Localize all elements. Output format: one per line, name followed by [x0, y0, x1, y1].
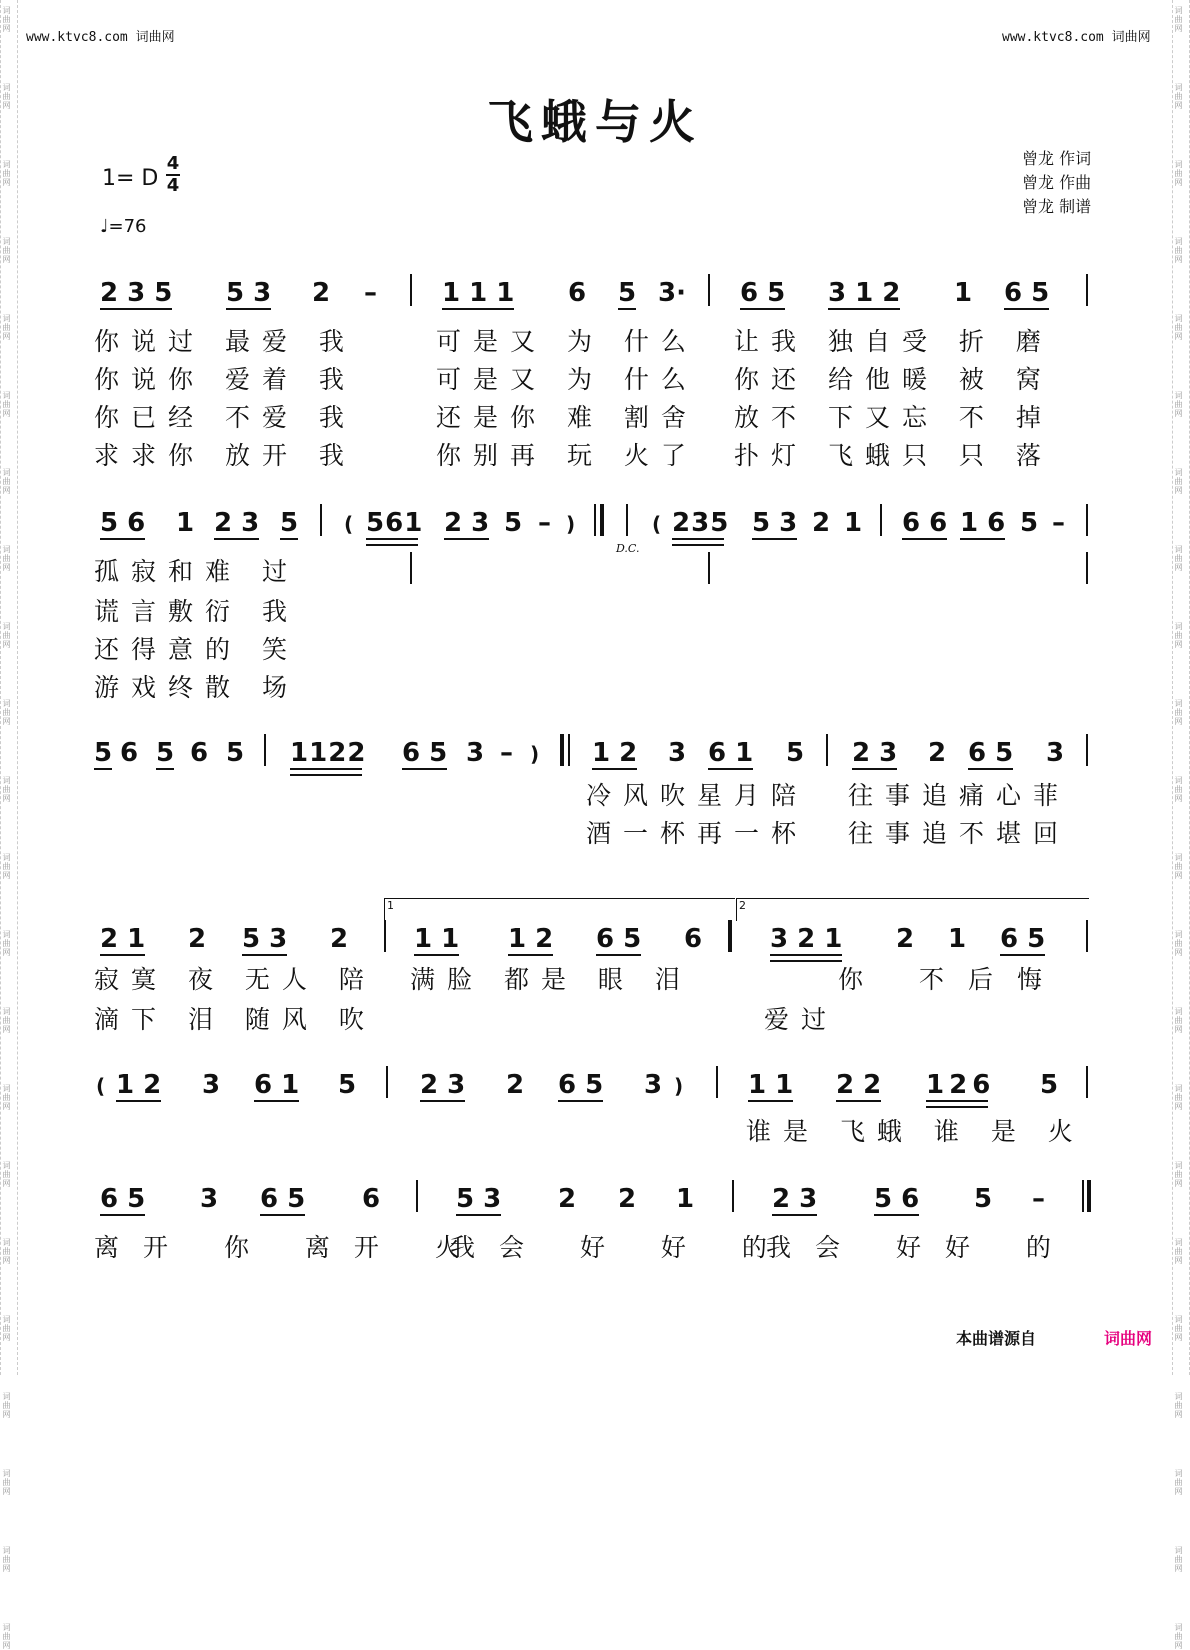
- watermark-text: 词曲网: [2, 930, 11, 957]
- watermark-text: 词曲网: [2, 1007, 11, 1034]
- final-barline-thin: [1082, 1180, 1084, 1212]
- note-group: 1 1 2 2: [290, 738, 362, 768]
- note: 6: [120, 738, 139, 768]
- watermark-text: 词曲网: [2, 314, 11, 341]
- note-group: 5 3: [456, 1184, 502, 1214]
- note: 2: [312, 278, 331, 308]
- note: 2: [618, 1184, 637, 1214]
- lyrics-row-3-verse-2: [0, 814, 1190, 846]
- note-group: 5 3: [242, 924, 288, 954]
- note: 2: [506, 1070, 525, 1100]
- watermark-text: 词曲网: [1174, 1238, 1183, 1265]
- lyrics-row-4: [0, 960, 1190, 992]
- lyrics-row-5: [0, 1112, 1190, 1144]
- lyrics-row-4-verse-2: [0, 1000, 1190, 1032]
- note-group: 5 6 1: [366, 508, 419, 538]
- note: 5: [974, 1184, 993, 1214]
- watermark-text: 词曲网: [1174, 1084, 1183, 1111]
- note-group: 6 5: [260, 1184, 306, 1214]
- barline: [320, 504, 322, 536]
- repeat-end-thick: [728, 920, 732, 952]
- barline: [880, 504, 882, 536]
- note: 2: [896, 924, 915, 954]
- barline: [1086, 734, 1088, 766]
- first-ending-bracket: 1: [384, 898, 735, 921]
- note: 3: [202, 1070, 221, 1100]
- time-signature: 4 4: [166, 153, 180, 196]
- note-group: 6 5: [558, 1070, 604, 1100]
- watermark-text: 词曲网: [1174, 468, 1183, 495]
- watermark-text: 词曲网: [2, 83, 11, 110]
- barline: [568, 734, 570, 766]
- lyricist-credit: 曾龙 作词: [1022, 149, 1092, 168]
- watermark-text: 词曲网: [1174, 853, 1183, 880]
- note: 5: [338, 1070, 357, 1100]
- notation-row-3: [0, 738, 1190, 778]
- lyrics-row-1-verse-3: [0, 398, 1190, 430]
- header-right-site: www.ktvc8.com 词曲网: [1002, 30, 1151, 45]
- lyric-line: 冷风吹星月陪: [586, 781, 809, 810]
- note-group: 6 1: [254, 1070, 300, 1100]
- note: 3: [1046, 738, 1065, 768]
- lyric-line: 放不 下又忘 不 掉: [734, 403, 1053, 432]
- source-label: 本曲谱源自: [956, 1329, 1037, 1348]
- watermark-text: 词曲网: [2, 237, 11, 264]
- lyric-line: 我会 好好 的: [766, 1233, 1075, 1262]
- note-group: 6 5: [740, 278, 786, 308]
- barline: [1086, 1066, 1088, 1098]
- watermark-text: 词曲网: [1174, 1161, 1183, 1188]
- lyric-line: 滴下 泪 随风 吹: [94, 1005, 376, 1034]
- barline: [1086, 920, 1088, 952]
- note: 6: [568, 278, 587, 308]
- lyric-line: 你别再 玩 火了: [436, 441, 698, 470]
- barline: [826, 734, 828, 766]
- repeat-end-thick: [600, 504, 604, 536]
- note-group: 1 2 6: [926, 1070, 989, 1100]
- note-group: 5 3: [752, 508, 798, 538]
- lyrics-row-2-verse-4: [0, 668, 1190, 700]
- barline: [594, 504, 596, 536]
- note: 5: [618, 278, 637, 308]
- note-group: 2 3: [214, 508, 260, 538]
- watermark-text: 词曲网: [1174, 1007, 1183, 1034]
- note: 5: [786, 738, 805, 768]
- repeat-start-thick: [560, 734, 564, 766]
- note: 3: [466, 738, 485, 768]
- note: 1: [676, 1184, 695, 1214]
- note-group: 3 1 2: [828, 278, 901, 308]
- watermark-text: 词曲网: [1174, 1469, 1183, 1496]
- note: 6: [684, 924, 703, 954]
- note-group: 1 2: [508, 924, 554, 954]
- note: 5: [280, 508, 299, 538]
- lyric-line: 可是又 为 什么: [436, 365, 698, 394]
- lyric-line: 我会 好 好 的: [450, 1233, 791, 1262]
- lyric-line: 爱过: [764, 1005, 839, 1034]
- tempo-mark: ♩=76: [100, 216, 147, 237]
- watermark-text: 词曲网: [2, 1161, 11, 1188]
- watermark-text: 词曲网: [1174, 930, 1183, 957]
- note: 3: [200, 1184, 219, 1214]
- lyric-line: 你说过 最爱 我: [94, 327, 356, 356]
- notation-row-4: [0, 924, 1190, 964]
- barline: [1086, 504, 1088, 536]
- watermark-text: 词曲网: [1174, 545, 1183, 572]
- note: 1: [176, 508, 195, 538]
- note: 6: [362, 1184, 381, 1214]
- watermark-text: 词曲网: [1174, 622, 1183, 649]
- lyrics-row-2: [0, 552, 1190, 584]
- note-group: 6 5: [1000, 924, 1046, 954]
- lyric-line: 离开 你 离开 火: [94, 1233, 484, 1262]
- watermark-text: 词曲网: [2, 776, 11, 803]
- dash: –: [1052, 508, 1065, 538]
- note: 3: [644, 1070, 663, 1100]
- note: 6: [190, 738, 209, 768]
- paren: ): [674, 1074, 684, 1098]
- note: 5: [1020, 508, 1039, 538]
- watermark-text: 词曲网: [2, 1392, 11, 1419]
- watermark-text: 词曲网: [2, 1623, 11, 1650]
- watermark-text: 词曲网: [2, 1469, 11, 1496]
- note: 5: [156, 738, 175, 768]
- watermark-text: 词曲网: [2, 853, 11, 880]
- note: 2: [812, 508, 831, 538]
- lyric-line: 求求你 放开 我: [94, 441, 356, 470]
- dash: –: [500, 738, 513, 768]
- paren: (: [344, 512, 354, 536]
- notation-row-5: [0, 1070, 1190, 1110]
- lyric-line: 酒一杯再一杯: [586, 819, 809, 848]
- lyrics-row-1-verse-4: [0, 436, 1190, 468]
- second-ending-bracket: 2: [736, 898, 1089, 921]
- paren: ): [566, 512, 576, 536]
- paren: ): [530, 742, 540, 766]
- note-group: 6 5: [1004, 278, 1050, 308]
- watermark-text: 词曲网: [1174, 160, 1183, 187]
- lyric-line: 你已经 不爱 我: [94, 403, 356, 432]
- dash: –: [1032, 1184, 1045, 1214]
- note-group: 2 3: [852, 738, 898, 768]
- lyrics-row-6: [0, 1228, 1190, 1260]
- note: 5: [504, 508, 523, 538]
- note-group: 6 5: [968, 738, 1014, 768]
- barline: [732, 1180, 734, 1212]
- note-group: 2 1: [100, 924, 146, 954]
- barline: [410, 274, 412, 306]
- watermark-text: 词曲网: [1174, 1392, 1183, 1419]
- credits: [1022, 147, 1091, 219]
- lyric-line: 还是你 难 割舍: [436, 403, 698, 432]
- watermark-text: 词曲网: [1174, 391, 1183, 418]
- note-group: 1 1: [748, 1070, 794, 1100]
- note: 1: [844, 508, 863, 538]
- watermark-text: 词曲网: [1174, 1315, 1183, 1342]
- final-barline-thick: [1087, 1180, 1091, 1212]
- watermark-text: 词曲网: [2, 6, 11, 33]
- lyric-line: 你说你 爱着 我: [94, 365, 356, 394]
- barline: [384, 920, 386, 952]
- song-title: 飞蛾与火: [487, 95, 703, 149]
- watermark-text: 词曲网: [1174, 1623, 1183, 1650]
- watermark-text: 词曲网: [2, 1084, 11, 1111]
- watermark-text: 词曲网: [2, 699, 11, 726]
- watermark-text: 词曲网: [1174, 776, 1183, 803]
- note-group: 1 2: [116, 1070, 162, 1100]
- watermark-text: 词曲网: [2, 468, 11, 495]
- note-group: 2 3: [444, 508, 490, 538]
- watermark-text: 词曲网: [1174, 83, 1183, 110]
- lyric-line: 满脸 都是 眼 泪: [410, 965, 692, 994]
- barline: [416, 1180, 418, 1212]
- lyric-line: 可是又 为 什么: [436, 327, 698, 356]
- barline: [626, 504, 628, 536]
- note: 3·: [658, 278, 686, 308]
- paren: (: [652, 512, 662, 536]
- watermark-text: 词曲网: [1174, 6, 1183, 33]
- lyric-line: 让我 独自受 折 磨: [734, 327, 1053, 356]
- note-group: 2 3: [772, 1184, 818, 1214]
- note-group: 6 6: [902, 508, 948, 538]
- notation-row-6: [0, 1184, 1190, 1224]
- note: 2: [188, 924, 207, 954]
- barline: [708, 274, 710, 306]
- note: 1: [954, 278, 973, 308]
- note: 3: [668, 738, 687, 768]
- lyrics-row-1-verse-2: [0, 360, 1190, 392]
- lyric-line: 谎言敷衍 我: [94, 597, 299, 626]
- note: 5: [1040, 1070, 1059, 1100]
- note-group: 3 2 1: [770, 924, 843, 954]
- note: 1: [948, 924, 967, 954]
- barline: [716, 1066, 718, 1098]
- lyric-line: 还得意的 笑: [94, 635, 299, 664]
- note: 2: [928, 738, 947, 768]
- watermark-text: 词曲网: [2, 160, 11, 187]
- note-group: 2 2: [836, 1070, 882, 1100]
- note: 5: [226, 738, 245, 768]
- lyrics-row-3: [0, 776, 1190, 808]
- notation-row-1: [0, 278, 1190, 318]
- note: 2: [558, 1184, 577, 1214]
- lyrics-row-2-verse-3: [0, 630, 1190, 662]
- dc-marking: D.C.: [616, 542, 640, 555]
- note-group: 6 5: [596, 924, 642, 954]
- note-group: 2 3 5: [672, 508, 725, 538]
- note-group: 6 1: [708, 738, 754, 768]
- lyric-line: 你还 给他暖 被 窝: [734, 365, 1053, 394]
- note-group: 1 1: [414, 924, 460, 954]
- note: 2: [330, 924, 349, 954]
- watermark-text: 词曲网: [2, 545, 11, 572]
- watermark-text: 词曲网: [2, 1546, 11, 1573]
- composer-credit: 曾龙 作曲: [1022, 173, 1092, 192]
- note-group: 1 6: [960, 508, 1006, 538]
- watermark-text: 词曲网: [2, 1315, 11, 1342]
- lyric-line: 游戏终散 场: [94, 673, 299, 702]
- watermark-text: 词曲网: [1174, 1546, 1183, 1573]
- barline: [264, 734, 266, 766]
- dash: –: [364, 278, 377, 308]
- dash: –: [538, 508, 551, 538]
- lyric-line: 孤寂和难 过: [94, 557, 299, 586]
- lyric-line: 你 不后悔: [838, 965, 1066, 994]
- note-group: 6 5: [402, 738, 448, 768]
- note-group: 1 1 1: [442, 278, 515, 308]
- lyrics-row-2-verse-2: [0, 592, 1190, 624]
- watermark-text: 词曲网: [2, 391, 11, 418]
- note-group: 6 5: [100, 1184, 146, 1214]
- source-brand-link[interactable]: 词曲网: [1104, 1329, 1153, 1348]
- watermark-text: 词曲网: [1174, 237, 1183, 264]
- note-group: 1 2: [592, 738, 638, 768]
- lyric-line: 扑灯 飞蛾只 只 落: [734, 441, 1053, 470]
- lyric-line: 寂寞 夜 无人 陪: [94, 965, 376, 994]
- lyrics-row-1: [0, 322, 1190, 354]
- lyric-line: 往事追痛心菲: [848, 781, 1071, 810]
- paren: (: [96, 1074, 106, 1098]
- watermark-text: 词曲网: [2, 1238, 11, 1265]
- watermark-text: 词曲网: [2, 622, 11, 649]
- note-group: 5 6: [874, 1184, 920, 1214]
- watermark-text: 词曲网: [1174, 314, 1183, 341]
- watermark-text: 词曲网: [1174, 699, 1183, 726]
- note: 5: [94, 738, 113, 768]
- transcriber-credit: 曾龙 制谱: [1022, 197, 1092, 216]
- note-group: 5 6: [100, 508, 146, 538]
- quarter-note-icon: ♩: [100, 216, 109, 237]
- key-signature: 1= D: [102, 166, 159, 191]
- note-group: 2 3 5: [100, 278, 173, 308]
- header-left-site: www.ktvc8.com 词曲网: [26, 30, 175, 45]
- lyric-line: 往事追不堪回: [848, 819, 1071, 848]
- barline: [386, 1066, 388, 1098]
- lyric-line: 谁是 飞蛾 谁 是 火: [746, 1117, 1085, 1146]
- barline: [1086, 274, 1088, 306]
- note-group: 2 3: [420, 1070, 466, 1100]
- note-group: 5 3: [226, 278, 272, 308]
